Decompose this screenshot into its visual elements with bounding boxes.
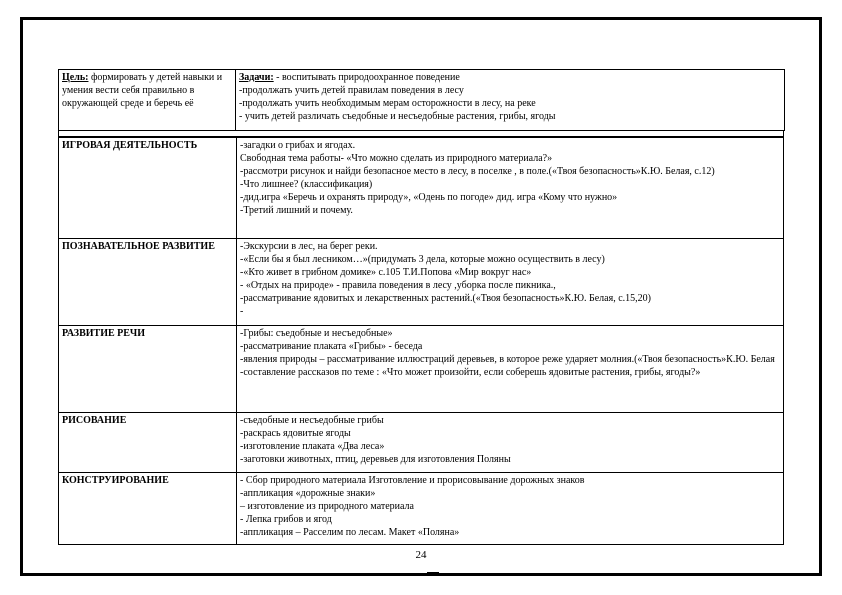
activity-item: - Сбор природного материала Изготовление и прорисовывание дорожных знаков [240,475,585,486]
table-row [59,326,784,413]
activity-item: -изготовление плаката «Два леса» [240,441,385,452]
activity-item: -составление рассказов по теме : «Что может произойти, если соберешь ядовитые растения, грибы, ягоды?» [240,367,701,378]
activity-item: -заготовки животных, птиц, деревьев для изготовления Поляны [240,454,511,465]
tasks-cell [236,70,784,130]
activity-item: -Что лишнее? (классификация) [240,179,373,190]
section-title: ИГРОВАЯ ДЕЯТЕЛЬНОСТЬ [59,138,237,239]
table-row [59,413,784,473]
activity-item: -явления природы – рассматривание иллюстраций деревьев, в которое реже ударяет молния.(«Твоя безопасность»К.Ю. Белая [240,354,775,365]
activity-plan-table [58,137,784,545]
page-number: 24 [415,549,427,561]
section-activities [237,473,784,545]
tasks-label: Задачи: [239,72,274,83]
goals-block [58,69,785,131]
task-item: -продолжать учить необходимым мерам осторожности в лесу, на реке [239,98,536,109]
activity-item: - [240,306,244,317]
activity-item: -рассматривание плаката «Грибы» - беседа [240,341,423,352]
task-item: - учить детей различать съедобные и несъедобные растения, грибы, ягоды [239,111,556,122]
activity-item: Свободная тема работы- «Что можно сделать из природного материала?» [240,153,553,164]
activity-item: -дид.игра «Беречь и охранять природу», «Одень по погоде» дид. игра «Кому что нужно» [240,192,618,203]
activity-item: -раскрась ядовитые ягоды [240,428,351,439]
activity-item: -Экскурсии в лес, на берег реки. [240,241,378,252]
activity-item: -«Если бы я был лесником…»(придумать 3 дела, которые можно осуществить в лесу) [240,254,605,265]
task-item: -продолжать учить детей правилам поведения в лесу [239,85,464,96]
activity-item: -Грибы: съедобные и несъедобные» [240,328,393,339]
section-title: ПОЗНАВАТЕЛЬНОЕ РАЗВИТИЕ [59,239,237,326]
section-title: РИСОВАНИЕ [59,413,237,473]
page-bottom-mark [427,572,439,575]
activity-item: -аппликация «дорожные знаки» [240,488,376,499]
activity-item: -загадки о грибах и ягодах. [240,140,356,151]
section-activities [237,326,784,413]
activity-item: -съедобные и несъедобные грибы [240,415,384,426]
activity-item: - «Отдых на природе» - правила поведения в лесу ,уборка после пикника., [240,280,556,291]
tasks-first: - воспитывать природоохранное поведение [273,72,460,83]
table-header-row [58,130,784,137]
goal-text: формировать у детей навыки и умения вести себя правильно в окружающей среде и беречь её [62,72,223,109]
section-title: РАЗВИТИЕ РЕЧИ [59,326,237,413]
activity-item: - Лепка грибов и ягод [240,514,332,525]
table-row [59,239,784,326]
activity-item: -Третий лишний и почему. [240,205,353,216]
table-row [59,473,784,545]
section-title: КОНСТРУИРОВАНИЕ [59,473,237,545]
section-activities [237,239,784,326]
table-row [59,138,784,239]
activity-item: -аппликация – Расселим по лесам. Макет «Поляна» [240,527,460,538]
activity-item: -рассмотри рисунок и найди безопасное место в лесу, в поселке , в поле.(«Твоя безопасность»К.Ю. Белая, с.12) [240,166,715,177]
activity-item: – изготовление из природного материала [240,501,414,512]
goal-label: Цель: [62,72,89,83]
goal-cell [59,70,236,130]
activity-item: -рассматривание ядовитых и лекарственных растений.(«Твоя безопасность»К.Ю. Белая, с.15,20) [240,293,651,304]
section-activities [237,138,784,239]
activity-item: -«Кто живет в грибном домике» с.105 Т.И.Попова «Мир вокруг нас» [240,267,532,278]
section-activities [237,413,784,473]
